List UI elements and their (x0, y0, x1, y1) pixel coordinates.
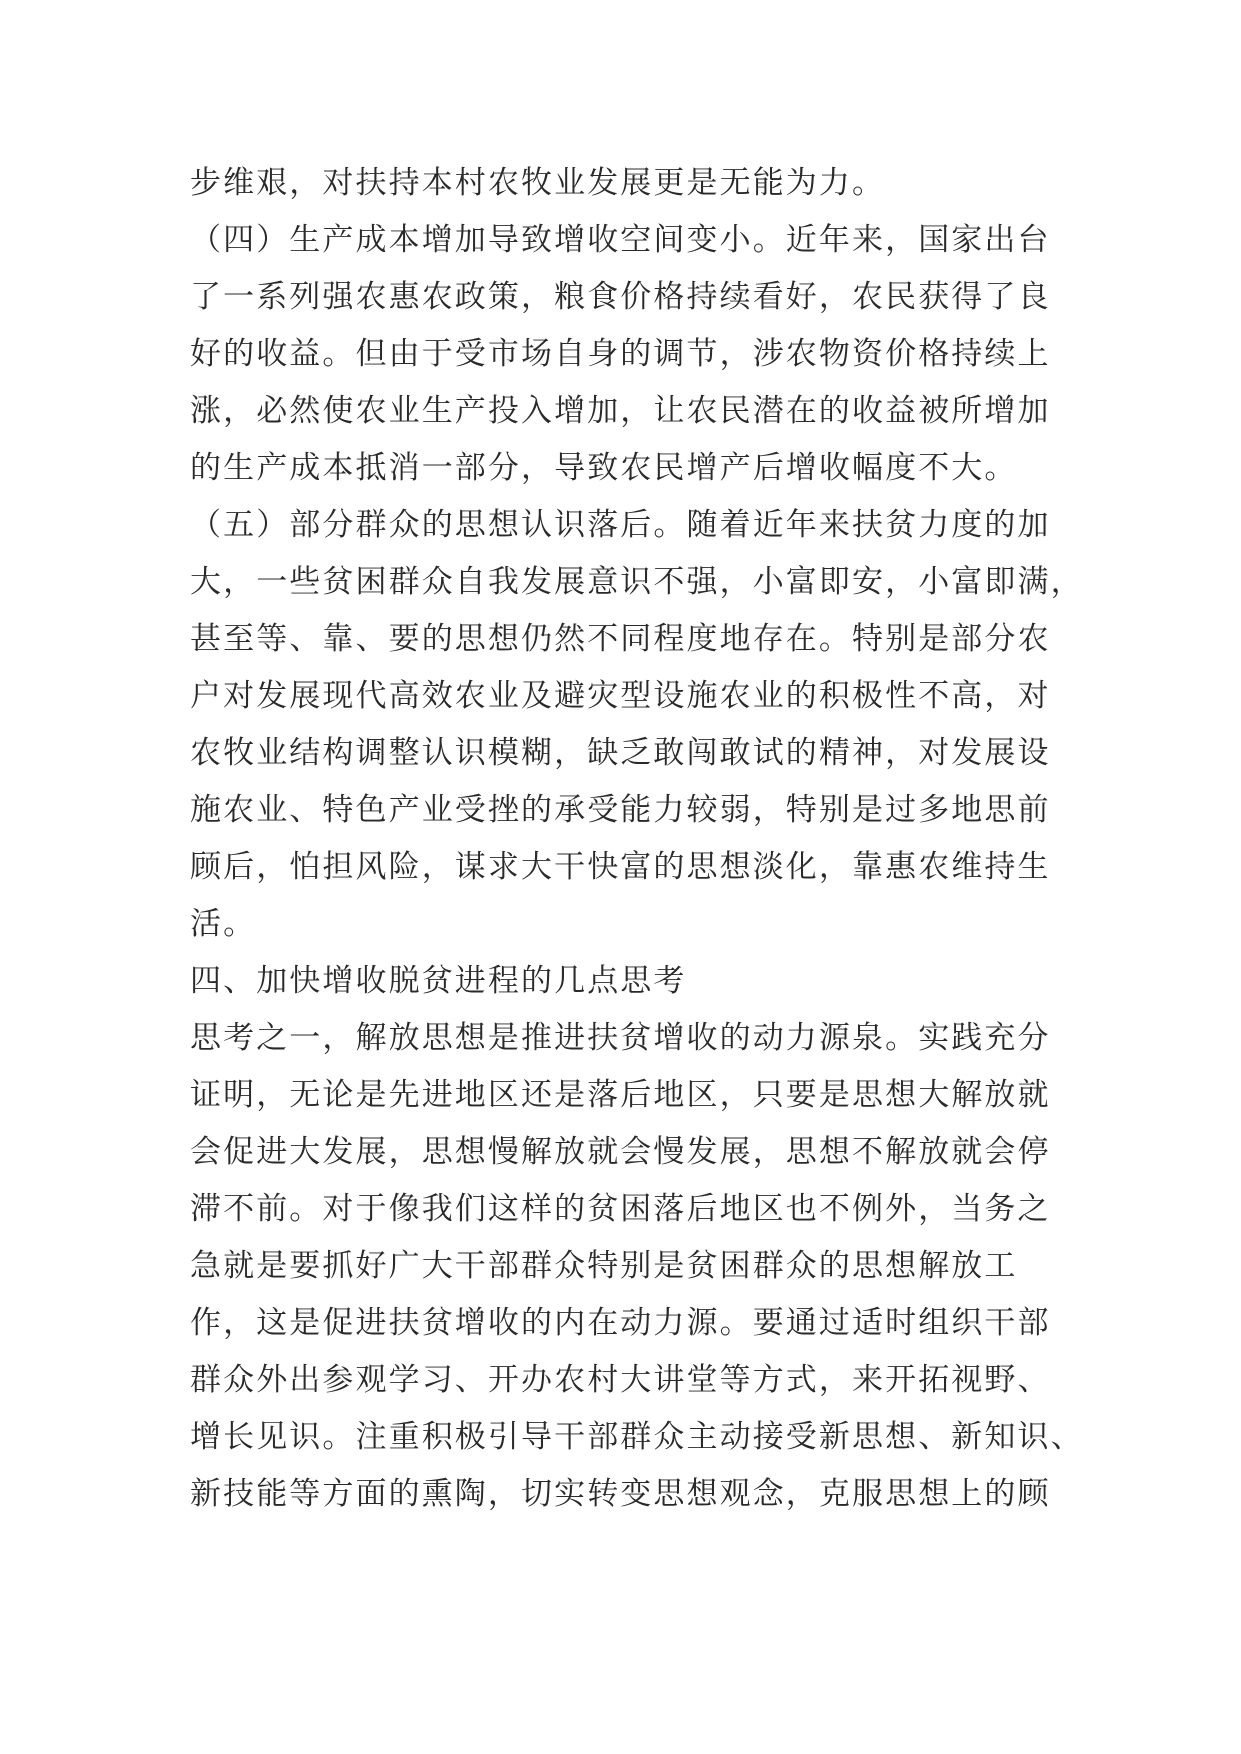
text-line: 了一系列强农惠农政策，粮食价格持续看好，农民获得了良 (190, 279, 1051, 315)
text-line: 的生产成本抵消一部分，导致农民增产后增收幅度不大。 (190, 450, 1018, 486)
text-line: 步维艰，对扶持本村农牧业发展更是无能为力。 (190, 165, 886, 201)
text-line: 新技能等方面的熏陶，切实转变思想观念，克服思想上的顾 (190, 1476, 1051, 1512)
text-line: 急就是要抓好广大干部群众特别是贫困群众的思想解放工 (190, 1248, 1018, 1284)
body-text (190, 155, 1084, 1523)
text-line: 施农业、特色产业受挫的承受能力较弱，特别是过多地思前 (190, 792, 1051, 828)
text-line: 大，一些贫困群众自我发展意识不强，小富即安，小富即满， (190, 564, 1084, 600)
text-line: 顾后，怕担风险，谋求大干快富的思想淡化，靠惠农维持生 (190, 849, 1051, 885)
text-line: 滞不前。对于像我们这样的贫困落后地区也不例外，当务之 (190, 1191, 1051, 1227)
text-line: 活。 (190, 906, 257, 942)
text-line: 群众外出参观学习、开办农村大讲堂等方式，来开拓视野、 (190, 1362, 1051, 1398)
text-line: 好的收益。但由于受市场自身的调节，涉农物资价格持续上 (190, 336, 1051, 372)
text-line: 思考之一，解放思想是推进扶贫增收的动力源泉。实践充分 (190, 1020, 1051, 1056)
text-line: 农牧业结构调整认识模糊，缺乏敢闯敢试的精神，对发展设 (190, 735, 1051, 771)
text-line: （五）部分群众的思想认识落后。随着近年来扶贫力度的加 (190, 507, 1051, 543)
text-line: 增长见识。注重积极引导干部群众主动接受新思想、新知识、 (190, 1419, 1084, 1455)
section-heading: 四、加快增收脱贫进程的几点思考 (190, 963, 687, 999)
text-line: 会促进大发展，思想慢解放就会慢发展，思想不解放就会停 (190, 1134, 1051, 1170)
text-line: 涨，必然使农业生产投入增加，让农民潜在的收益被所增加 (190, 393, 1051, 429)
text-line: 作，这是促进扶贫增收的内在动力源。要通过适时组织干部 (190, 1305, 1051, 1341)
text-line: 甚至等、靠、要的思想仍然不同程度地存在。特别是部分农 (190, 621, 1051, 657)
text-line: 证明，无论是先进地区还是落后地区，只要是思想大解放就 (190, 1077, 1051, 1113)
text-line: 户对发展现代高效农业及避灾型设施农业的积极性不高，对 (190, 678, 1051, 714)
text-line: （四）生产成本增加导致增收空间变小。近年来，国家出台 (190, 222, 1051, 258)
